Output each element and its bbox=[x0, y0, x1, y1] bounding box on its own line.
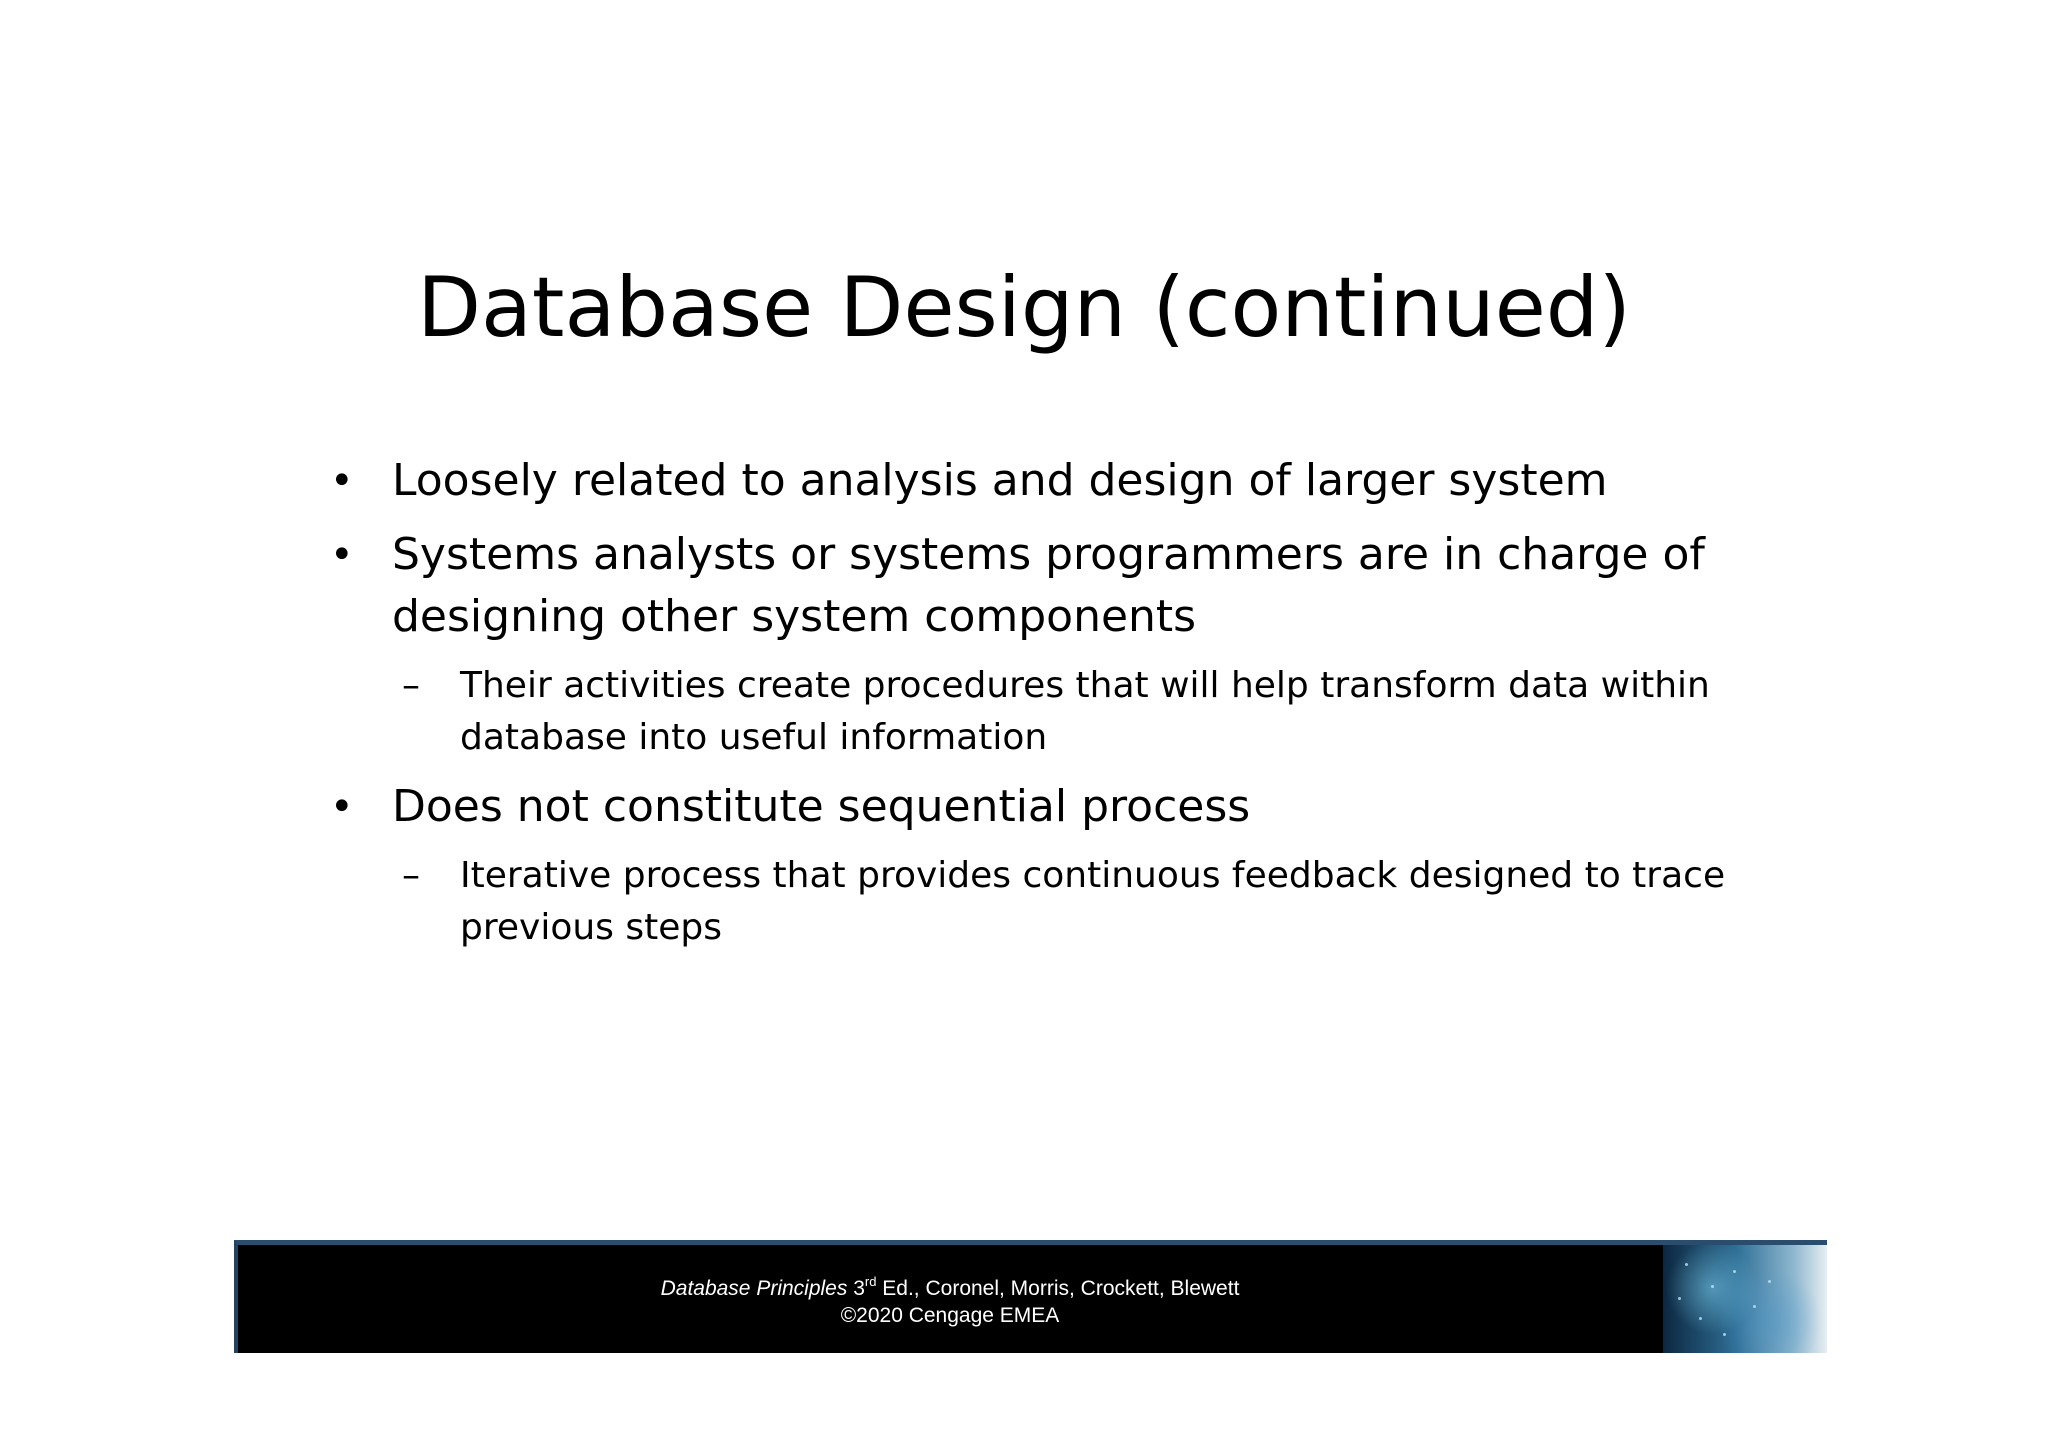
bullet-marker: • bbox=[330, 532, 354, 578]
bullet-item bbox=[330, 450, 1750, 512]
sub-bullet-text: Their activities create procedures that will help transform data within database into useful information bbox=[460, 665, 1710, 758]
footer-decorative-image bbox=[1663, 1245, 1827, 1353]
bullet-marker: • bbox=[330, 784, 354, 830]
sub-bullet-item bbox=[392, 660, 1750, 764]
bullet-text: Does not constitute sequential process bbox=[392, 781, 1251, 832]
footer-edition-num: 3 bbox=[853, 1277, 865, 1300]
bullet-text: Systems analysts or systems programmers are in charge of designing other system components bbox=[392, 529, 1705, 642]
footer-copyright: ©2020 Cengage EMEA bbox=[840, 1304, 1060, 1327]
footer-line-1 bbox=[238, 1275, 1662, 1302]
sub-bullet-text: Iterative process that provides continuous feedback designed to trace previous steps bbox=[460, 855, 1726, 948]
bullet-marker: • bbox=[330, 458, 354, 504]
footer-edition-rest: Ed., Coronel, Morris, Crockett, Blewett bbox=[876, 1277, 1240, 1300]
bullet-item bbox=[330, 524, 1750, 648]
sub-bullet-marker: – bbox=[402, 665, 420, 706]
footer-book-title: Database Principles bbox=[660, 1277, 848, 1300]
bullet-text: Loosely related to analysis and design of larger system bbox=[392, 455, 1608, 506]
footer-citation bbox=[238, 1275, 1662, 1329]
sub-bullet-item bbox=[392, 850, 1750, 954]
sub-bullet-marker: – bbox=[402, 855, 420, 896]
bullet-list bbox=[330, 450, 1750, 966]
bullet-item bbox=[330, 776, 1750, 838]
footer-edition-sup: rd bbox=[864, 1274, 877, 1289]
slide-title: Database Design (continued) bbox=[417, 259, 1631, 356]
footer-bar bbox=[234, 1240, 1827, 1353]
